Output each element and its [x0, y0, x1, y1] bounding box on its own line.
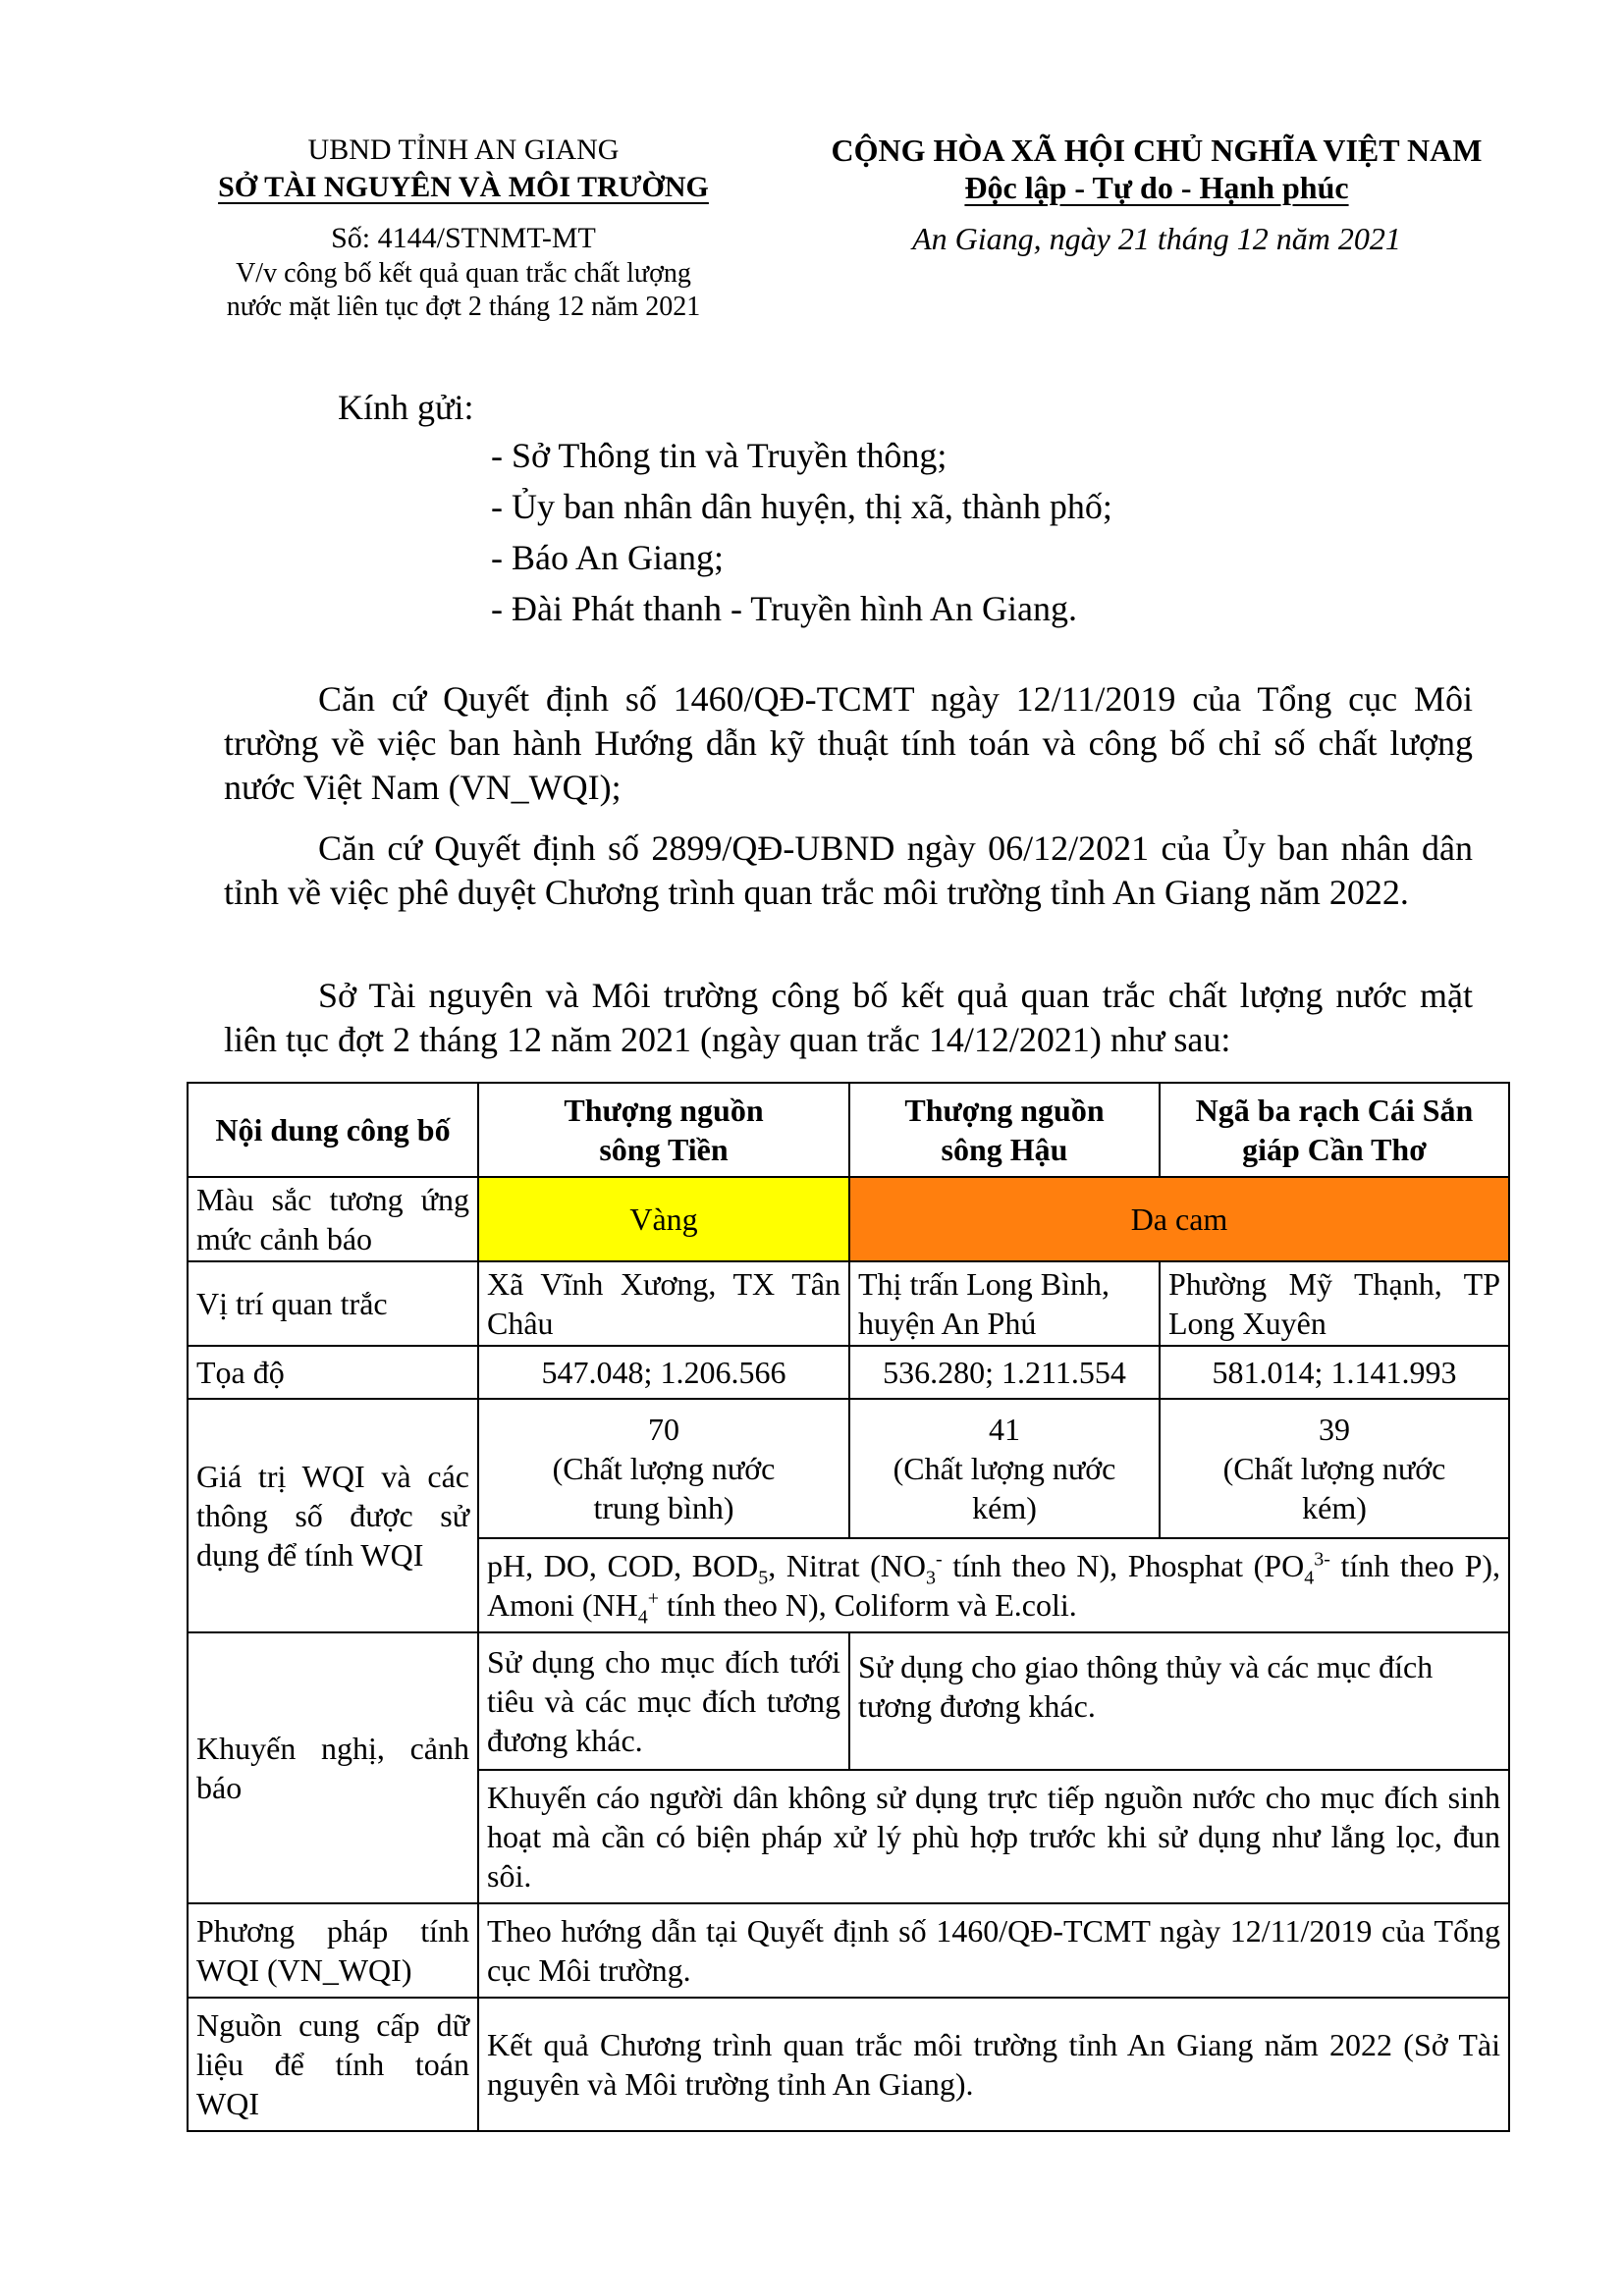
header-content: Nội dung công bố	[188, 1083, 478, 1177]
country-name: CỘNG HÒA XÃ HỘI CHỦ NGHĨA VIỆT NAM	[831, 133, 1483, 168]
document-subject-line1: V/v công bố kết quả quan trắc chất lượng	[236, 258, 691, 289]
wqi-site-hau	[849, 1399, 1160, 1538]
recipients-label: Kính gửi:	[338, 388, 474, 427]
header-site-tien: Thượng nguồn sông Tiền	[478, 1083, 849, 1177]
table-row	[188, 1261, 1509, 1346]
advice-general: Khuyến cáo người dân không sử dụng trực tiếp nguồn nước cho mục đích sinh hoạt mà cần có biện pháp xử lý phù hợp trước khi sử dụng như lắng lọc, đun sôi.	[478, 1770, 1509, 1903]
recipient-item: - Ủy ban nhân dân huyện, thị xã, thành phố;	[491, 487, 1112, 526]
location-site-cai-san: Phường Mỹ Thạnh, TP Long Xuyên	[1160, 1261, 1509, 1346]
coord-site-cai-san: 581.014; 1.141.993	[1160, 1346, 1509, 1399]
wqi-value: 41	[989, 1412, 1020, 1447]
document-subject-line2: nước mặt liên tục đợt 2 tháng 12 năm 2021	[226, 292, 701, 322]
row-label-coordinates: Tọa độ	[188, 1346, 478, 1399]
recipient-item: - Báo An Giang;	[491, 538, 724, 577]
advice-site-hau-cai-san: Sử dụng cho giao thông thủy và các mục đích tương đương khác.	[849, 1632, 1509, 1770]
coord-site-tien: 547.048; 1.206.566	[478, 1346, 849, 1399]
wqi-results-table	[187, 1082, 1510, 2132]
wqi-description: (Chất lượng nước trung bình)	[552, 1451, 776, 1525]
location-site-tien: Xã Vĩnh Xương, TX Tân Châu	[478, 1261, 849, 1346]
paragraph-legal-basis-1: Căn cứ Quyết định số 1460/QĐ-TCMT ngày 12/11/2019 của Tổng cục Môi trường về việc ban hành Hướng dẫn kỹ thuật tính toán và công bố chỉ số chất lượng nước Việt Nam (VN_WQI);	[224, 679, 1473, 807]
location-site-hau: Thị trấn Long Bình, huyện An Phú	[849, 1261, 1160, 1346]
recipient-item: - Đài Phát thanh - Truyền hình An Giang.	[491, 589, 1077, 628]
table-row	[188, 1632, 1509, 1770]
wqi-site-cai-san	[1160, 1399, 1509, 1538]
row-label-location: Vị trí quan trắc	[188, 1261, 478, 1346]
wqi-parameters: pH, DO, COD, $BOD_5$, Nitrat ($NO_3^-$ tính theo N), Phosphat ($PO_4^{3-}$ tính theo P), Amoni ($NH_4^+$ tính theo N), Coliform và E.coli.	[478, 1538, 1509, 1632]
wqi-description: (Chất lượng nước kém)	[1222, 1451, 1446, 1525]
document-number: Số: 4144/STNMT-MT	[331, 222, 596, 254]
wqi-site-tien	[478, 1399, 849, 1538]
table-row	[188, 1346, 1509, 1399]
recipients-list	[491, 430, 1473, 634]
table-row	[188, 1399, 1509, 1538]
color-cell-yellow: Vàng	[478, 1177, 849, 1261]
motto: Độc lập - Tự do - Hạnh phúc	[964, 170, 1349, 205]
header-site-cai-san: Ngã ba rạch Cái Sắn giáp Cần Thơ	[1160, 1083, 1509, 1177]
document-date: An Giang, ngày 21 tháng 12 năm 2021	[912, 221, 1401, 256]
table-header-row	[188, 1083, 1509, 1177]
table-row	[188, 1903, 1509, 1998]
wqi-description: (Chất lượng nước kém)	[893, 1451, 1116, 1525]
national-motto-block	[797, 132, 1516, 257]
issuer-parent: UBND TỈNH AN GIANG	[307, 133, 620, 166]
row-label-method: Phương pháp tính WQI (VN_WQI)	[188, 1903, 478, 1998]
issuer-department: SỞ TÀI NGUYÊN VÀ MÔI TRƯỜNG	[218, 171, 709, 203]
row-label-advice: Khuyến nghị, cảnh báo	[188, 1632, 478, 1903]
header-site-hau: Thượng nguồn sông Hậu	[849, 1083, 1160, 1177]
color-cell-orange: Da cam	[849, 1177, 1509, 1261]
advice-site-tien: Sử dụng cho mục đích tưới tiêu và các mục đích tương đương khác.	[478, 1632, 849, 1770]
row-label-color: Màu sắc tương ứng mức cảnh báo	[188, 1177, 478, 1261]
issuer-block	[147, 132, 780, 324]
paragraph-legal-basis-2: Căn cứ Quyết định số 2899/QĐ-UBND ngày 06/12/2021 của Ủy ban nhân dân tỉnh về việc phê duyệt Chương trình quan trắc môi trường tỉnh An Giang năm 2022.	[224, 828, 1473, 912]
row-label-data-source: Nguồn cung cấp dữ liệu để tính toán WQI	[188, 1998, 478, 2131]
paragraph-announcement: Sở Tài nguyên và Môi trường công bố kết quả quan trắc chất lượng nước mặt liên tục đợt 2 tháng 12 năm 2021 (ngày quan trắc 14/12/2021) như sau:	[224, 976, 1473, 1059]
coord-site-hau: 536.280; 1.211.554	[849, 1346, 1160, 1399]
wqi-value: 39	[1319, 1412, 1350, 1447]
table-row	[188, 1998, 1509, 2131]
recipient-item: - Sở Thông tin và Truyền thông;	[491, 436, 947, 475]
wqi-value: 70	[648, 1412, 679, 1447]
data-source-value: Kết quả Chương trình quan trắc môi trường tỉnh An Giang năm 2022 (Sở Tài nguyên và Môi trường tỉnh An Giang).	[478, 1998, 1509, 2131]
table-row	[188, 1177, 1509, 1261]
row-label-wqi: Giá trị WQI và các thông số được sử dụng để tính WQI	[188, 1399, 478, 1632]
method-value: Theo hướng dẫn tại Quyết định số 1460/QĐ-TCMT ngày 12/11/2019 của Tổng cục Môi trường.	[478, 1903, 1509, 1998]
